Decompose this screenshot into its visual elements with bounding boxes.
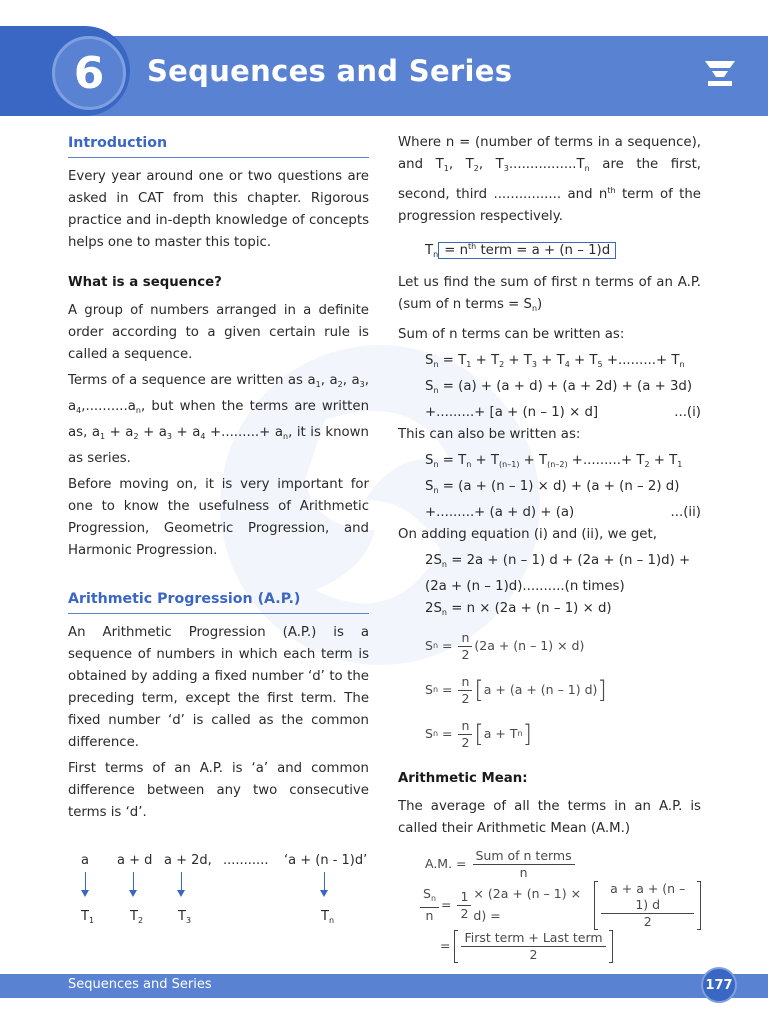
introduction-heading: Introduction	[68, 132, 369, 158]
on-adding-text: On adding equation (i) and (ii), we get,	[398, 527, 657, 542]
ap-heading: Arithmetic Progression (A.P.)	[68, 588, 369, 614]
page-number: 177	[701, 967, 737, 1003]
ap-term: ...........	[223, 853, 269, 868]
sum-formula-line: $2S_n = n \times (2a + (n - 1) \times d)$	[425, 601, 612, 617]
sequence-heading: What is a sequence?	[68, 275, 222, 290]
right-column	[398, 132, 701, 966]
sum-written-text: Sum of n terms can be written as:	[398, 327, 625, 342]
terms-of-sequence-text: Terms of a sequence are written as $a_1$, $a_2$, $a_3$, $a_4,..........a_n$, but when the terms are written as, $a_1 + a_2 + a_3 + a_4$ +.........+ $a_n$, it is known as series.	[68, 373, 369, 466]
sequence-definition: A group of numbers arranged in a definite order according to a given certain rule is called a sequence.	[68, 303, 369, 362]
before-moving-on-text: Before moving on, it is very important for one to know the usefulness of Arithmetic Progression, Geometric Progression, and Harmonic Progression.	[68, 477, 369, 558]
sum-formula-line: $S_n = T_n + T_{(n-1)} + T_{(n-2)}$ +.........+ $T_2 + T_1$	[425, 453, 683, 469]
where-n-text: Where n = (number of terms in a sequence), and $T_1$, $T_2$, $T_3................T_n$ are the first, second, third ................ and $n^{th}$ term of the progression respectively.	[398, 135, 702, 224]
chapter-number: 6	[73, 47, 105, 99]
graduation-cap-icon	[704, 58, 736, 88]
am-first-last-formula: = $\frac{\text{First term + Last term}}{2}$	[398, 926, 701, 966]
arithmetic-mean-heading: Arithmetic Mean:	[398, 771, 528, 786]
sum-formula-line: $2S_n = 2a + (n - 1) d + (2a + (n - 1)d) + (2a + (n - 1)d)..........(n$ times)	[425, 553, 691, 594]
sum-formula-line: $S_n = T_1 + T_2 + T_3 + T_4 + T_5$ +.........+ $T_n$	[425, 353, 685, 369]
sum-formula-line: +.........+ [a + (n – 1) × d] ...(i)	[425, 405, 701, 420]
sum-formula-line: $S_n = (a) + (a + d) + (a + 2d) + (a + 3d)$	[425, 379, 693, 395]
am-formula: A.M. = $\frac{\text{Sum of n terms}}{n}$	[398, 844, 701, 884]
down-arrow-icon	[81, 872, 89, 898]
first-terms-text: First terms of an A.P. is ‘a’ and common difference between any two consecutive terms is ‘d’.	[68, 761, 369, 820]
sum-fraction-formula: S n = $\frac{n}{2}$ [ a + T n ]	[425, 717, 532, 750]
left-column	[68, 132, 369, 930]
ap-term: a + d	[117, 853, 153, 868]
ap-term: a + 2d,	[164, 853, 212, 868]
sum-fraction-formula: S n = $\frac{n}{2}$ (2a + (n – 1) × d)	[425, 629, 585, 662]
down-arrow-icon	[177, 872, 185, 898]
nth-term-formula: $T_n = n^{th}$ term = a + (n – 1)d	[398, 236, 701, 266]
term-label: $T_1$	[81, 909, 95, 925]
term-label: $T_n$	[321, 909, 335, 925]
ap-definition: An Arithmetic Progression (A.P.) is a sequence of numbers in which each term is obtained by adding a fixed number ‘d’ to the preceding term, except the first term. The fixed number ‘d’ is called as the common difference.	[68, 625, 369, 750]
sum-formula-line: $S_n = (a + (n - 1) \times d) + (a + (n - 2)$ d)	[425, 479, 680, 495]
sum-intro-text: Let us find the sum of first n terms of an A.P. (sum of n terms = $S_n$)	[398, 275, 701, 313]
ap-terms-diagram	[68, 850, 369, 930]
chapter-number-badge	[52, 36, 126, 110]
footer-chapter-title: Sequences and Series	[68, 977, 212, 992]
sum-fraction-formula: S n = $\frac{n}{2}$ [ a + (a + (n – 1) d) ]	[425, 673, 607, 706]
also-written-text: This can also be written as:	[398, 427, 581, 442]
ap-term: ‘a + (n - 1)d’	[284, 853, 368, 868]
term-label: $T_2$	[130, 909, 144, 925]
down-arrow-icon	[320, 872, 328, 898]
down-arrow-icon	[129, 872, 137, 898]
term-label: $T_3$	[178, 909, 192, 925]
introduction-text: Every year around one or two questions are asked in CAT from this chapter. Rigorous practice and in-depth knowledge of concepts helps one to master this topic.	[68, 169, 369, 250]
arithmetic-mean-text: The average of all the terms in an A.P. is called their Arithmetic Mean (A.M.)	[398, 799, 701, 836]
ap-term: a	[81, 853, 89, 868]
am-expanded-formula: $\frac{S_n}{n}$ = $\frac{1}{2}$ × (2a + (n – 1) × d) = $\frac{a + a + (n - 1) d}{2}$	[398, 884, 701, 926]
sum-formula-line: +.........+ (a + d) + (a) ...(ii)	[425, 505, 701, 520]
chapter-title: Sequences and Series	[147, 54, 513, 88]
